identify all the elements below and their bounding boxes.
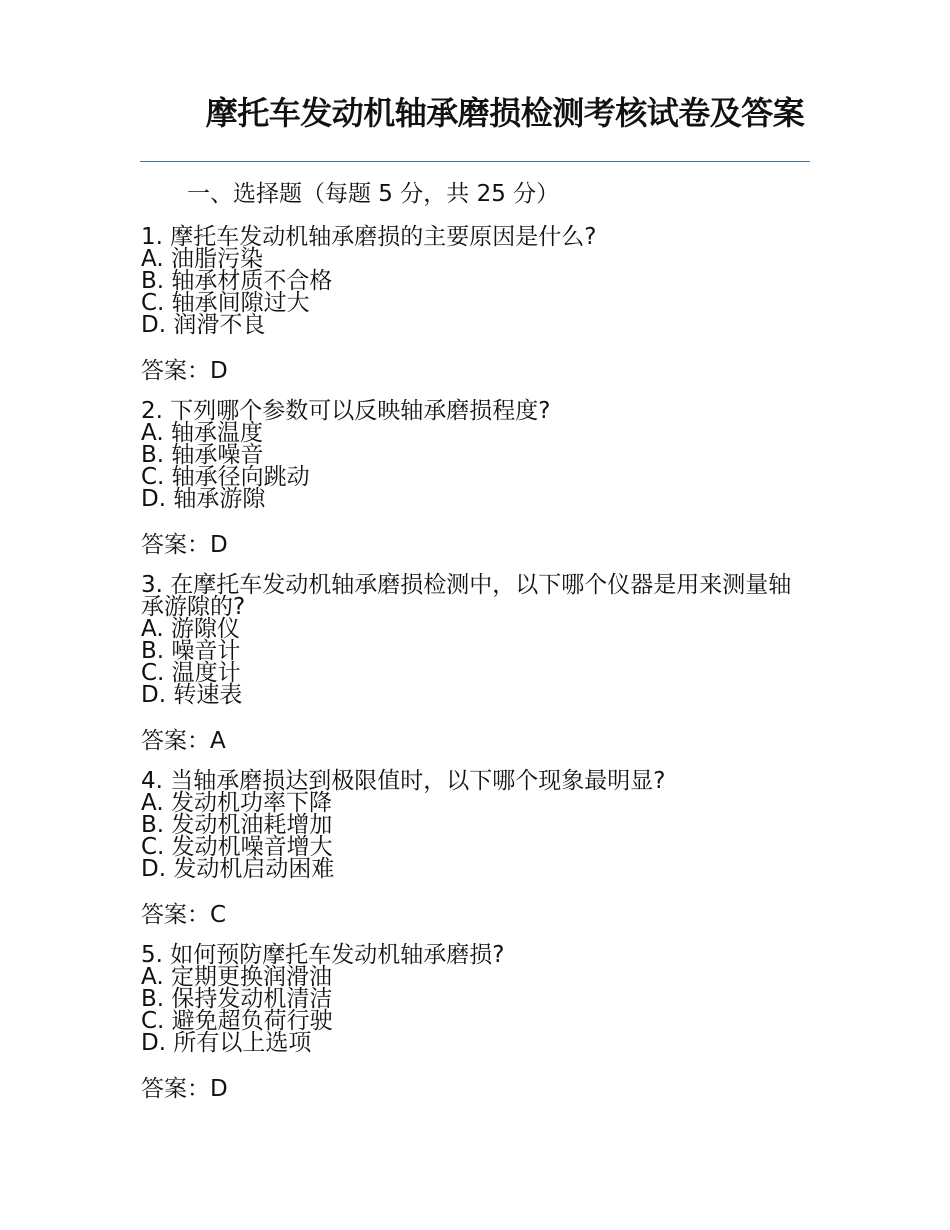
option-list [141,966,801,1054]
question-text: 3. 在摩托车发动机轴承磨损检测中，以下哪个仪器是用来测量轴承游隙的? [141,572,792,620]
option-c: C. 轴承径向跳动 [141,464,310,490]
option-a: A. 游隙仪 [141,616,240,642]
title-divider [140,161,810,162]
answer: 答案：A [141,728,226,754]
option-d: D. 转速表 [141,682,243,708]
document-title: 摩托车发动机轴承磨损检测考核试卷及答案 [205,94,805,132]
option-b: B. 轴承材质不合格 [141,268,333,294]
answer: 答案：D [141,358,228,384]
section-heading: 一、选择题（每题 5 分，共 25 分） [187,181,560,207]
option-b: B. 噪音计 [141,638,241,664]
option-c: C. 发动机噪音增大 [141,834,333,860]
option-b: B. 轴承噪音 [141,442,264,468]
question-3 [141,574,801,756]
option-a: A. 轴承温度 [141,420,263,446]
question-text: 4. 当轴承磨损达到极限值时，以下哪个现象最明显? [141,768,666,794]
question-text: 2. 下列哪个参数可以反映轴承磨损程度? [141,398,551,424]
option-c: C. 轴承间隙过大 [141,290,310,316]
option-list [141,248,801,336]
option-d: D. 发动机启动困难 [141,856,335,882]
question-1 [141,226,801,386]
option-list [141,792,801,880]
option-b: B. 保持发动机清洁 [141,986,333,1012]
option-c: C. 温度计 [141,660,241,686]
question-text: 1. 摩托车发动机轴承磨损的主要原因是什么? [141,224,597,250]
option-b: B. 发动机油耗增加 [141,812,333,838]
option-list [141,422,801,510]
option-d: D. 润滑不良 [141,312,266,338]
answer: 答案：C [141,902,227,928]
answer: 答案：D [141,532,228,558]
option-a: A. 油脂污染 [141,246,263,272]
question-2 [141,400,801,560]
option-a: A. 定期更换润滑油 [141,964,332,990]
option-a: A. 发动机功率下降 [141,790,332,816]
question-4 [141,770,801,930]
option-d: D. 轴承游隙 [141,486,266,512]
answer: 答案：D [141,1076,228,1102]
option-d: D. 所有以上选项 [141,1030,312,1056]
question-5 [141,944,801,1104]
question-text: 5. 如何预防摩托车发动机轴承磨损? [141,942,505,968]
option-c: C. 避免超负荷行驶 [141,1008,333,1034]
option-list [141,618,801,706]
